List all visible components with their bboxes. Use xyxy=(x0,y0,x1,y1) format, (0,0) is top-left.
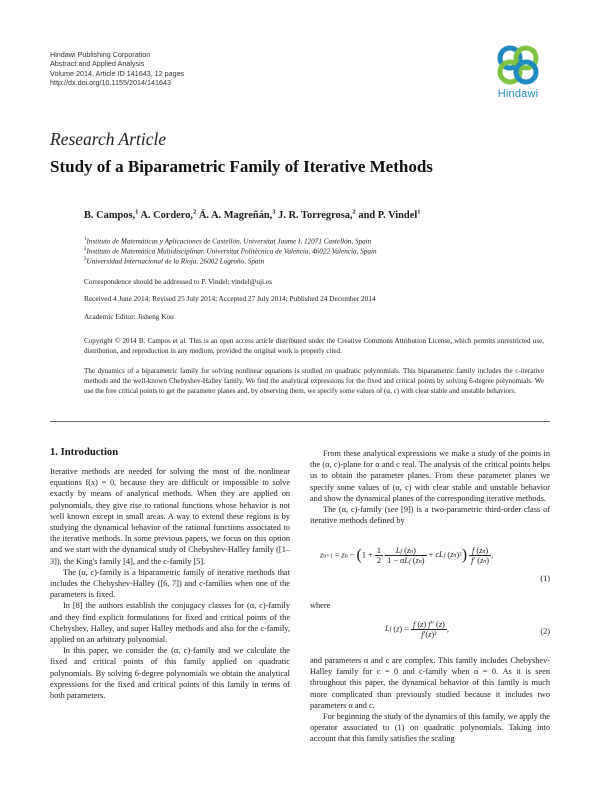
paragraph: Iterative methods are needed for solving the most of the nonlinear equations f(x) = 0, because they are difficult or impossible to solve exactly by means of analytical methods. When they are applied on polynomials, they give rise to rational functions whose behavior is not well known except in small areas. A way to extend these regions is by studying the dynamical behavior of the rational functions associated to the iterative methods. In some previous papers, we focus on this option and we start with the dynamical study of Chebyshev-Halley family ([1–3]), the King's family [4], and the c-family [5]. xyxy=(50,467,290,566)
doi-link[interactable]: http://dx.doi.org/10.1155/2014/141643 xyxy=(50,78,171,88)
article-type: Research Article xyxy=(50,129,167,149)
paragraph: In this paper, we consider the (α, c)-family and we calculate the fixed and critical points of this family applied on quadratic polynomials. By solving 6-degree polynomials we obtain the analytical expressions for the fixed and critical points of this family in terms of both parameters. xyxy=(50,646,290,701)
hindawi-logo xyxy=(488,42,548,106)
copyright: Copyright © 2014 B. Campos et al. This is an open access article distributed under the Creative Commons Attribution License, which permits unrestricted use, distribution, and reproduction in any medium, provided the original work is properly cited. xyxy=(84,337,544,355)
author: and P. Vindel$^1$ xyxy=(358,209,421,222)
journal-info xyxy=(50,50,184,88)
equation-2-body: Lf (z) = $\frac{f (z) f'' (z)}{\text{f′(z)²}}$ , xyxy=(385,620,449,639)
author: Á. A. Magreñán,$^3$ xyxy=(198,209,276,222)
divider xyxy=(50,421,550,422)
right-column xyxy=(310,448,550,526)
equation-1 xyxy=(310,540,550,586)
equation-1-body: zn+1 = zn − (1 + $\frac{1}{2}$ $\frac{Lf (zn)}{\text{1 − αLf (zn)}}$ + cLf (zn)²) $\frac{f (zn)}{f' (zn)}$ , xyxy=(320,546,494,565)
left-column xyxy=(50,466,290,701)
academic-editor: Academic Editor: Jisheng Kou xyxy=(84,312,174,321)
volume-info: Volume 2014, Article ID 141643, 12 pages xyxy=(50,68,185,78)
hindawi-logo-icon xyxy=(488,42,548,88)
affiliation: $^3$Universidad Internacional de la Rioja, 26002 Logroño, Spain xyxy=(84,257,265,266)
author-list xyxy=(84,209,420,221)
page-title: Study of a Biparametric Family of Iterative Methods xyxy=(50,157,433,176)
equation-number: (2) xyxy=(540,627,550,636)
correspondence: Correspondence should be addressed to P. Vindel; vindel@uji.es xyxy=(84,277,272,286)
equation-number: (1) xyxy=(540,574,550,583)
paragraph: and parameters α and c are complex. This family includes Chebyshev-Halley family for c = 0 and c-family when α = 0. As it is seen throughout this paper, the dynamical behavior of this family is much more complicated than previously studied because it includes two parameters α and c. xyxy=(310,656,550,710)
paragraph: The (α, c)-family (see [9]) is a two-parametric third-order class of iterative methods defined by xyxy=(310,505,550,526)
section-heading: 1. Introduction xyxy=(50,447,119,458)
paragraph: The (α, c)-family is a biparametric family of iterative methods that includes the Chebyshev-Halley ([6, 7]) and c-families when one of the parameters is fixed. xyxy=(50,567,290,600)
abstract: The dynamics of a biparametric family for solving nonlinear equations is studied on quadratic polynomials. This biparametric family includes the c-iterative methods and the well-known Chebyshev-Halley family. We find the analytical expressions for the fixed and critical points by solving 6-degree polynomials. We use the free critical points to get the parameter planes and, by observing them, we specify some values of (α, c) with clear stable and unstable behaviors. xyxy=(84,367,544,395)
paragraph: From these analytical expressions we make a study of the points in the (α, c)-plane for α and c real. The analysis of the critical points helps us to obtain the parameter planes. From these parameter planes we specify some values of (α, c) with clear stable and unstable behavior and show the dynamical planes of the corresponding iterative methods. xyxy=(310,449,550,503)
paragraph: In [8] the authors establish the conjugacy classes for (α, c)-family and they find explicit formulations for fixed and critical points of the Chebyshev, Halley, and super Halley methods and also for the c-family, applied on an arbitrary polynomial. xyxy=(50,601,290,645)
author: B. Campos,$^1$ xyxy=(84,209,139,222)
where-label: where xyxy=(310,601,331,610)
equation-2 xyxy=(310,618,550,652)
author: J. R. Torregrosa,$^2$ xyxy=(278,209,356,222)
journal-name: Abstract and Applied Analysis xyxy=(50,59,145,69)
paragraph: For beginning the study of the dynamics of this family, we apply the operator associated to (1) on quadratic polynomials. Taking into account that this family satisfies the scaling xyxy=(310,712,550,744)
affiliation: $^2$Instituto de Matemática Multidisciplinar, Universitat Politècnica de Valencia, 46022 Valencia, Spain xyxy=(84,247,377,256)
right-column-continued xyxy=(310,655,550,745)
logo-text: Hindawi xyxy=(497,88,539,100)
author: A. Cordero,$^2$ xyxy=(140,209,197,222)
affiliation: $^1$Instituto de Matemáticas y Aplicaciones de Castellón, Universitat Jaume I, 12071 Castellón, Spain xyxy=(84,237,372,246)
dates: Received 4 June 2014; Revised 25 July 2014; Accepted 27 July 2014; Published 24 December 2014 xyxy=(84,294,376,303)
publisher: Hindawi Publishing Corporation xyxy=(50,50,151,59)
